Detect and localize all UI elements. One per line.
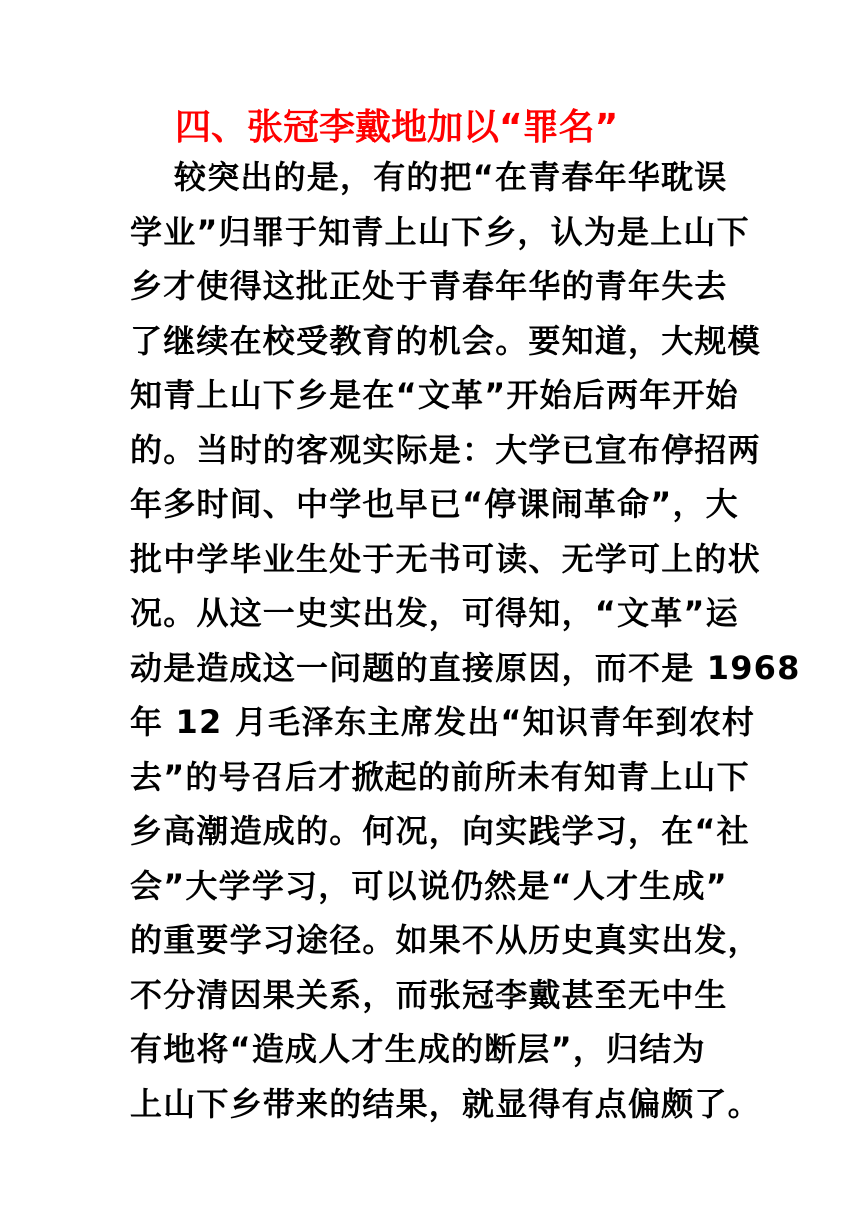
text-line: 上山下乡带来的结果，就显得有点偏颇了。 bbox=[130, 1084, 761, 1123]
section-heading: 四、张冠李戴地加以“罪名” bbox=[175, 107, 619, 148]
body-paragraph bbox=[130, 150, 801, 1131]
text-line: 乡高潮造成的。何况，向实践学习，在“社 bbox=[130, 812, 750, 850]
text-line: 的重要学习途径。如果不从历史真实出发， bbox=[130, 921, 761, 959]
text-line: 学业”归罪于知青上山下乡，认为是上山下 bbox=[130, 212, 750, 251]
text-line: 会”大学学习，可以说仍然是“人才生成” bbox=[130, 866, 728, 905]
text-line: 的。当时的客观实际是：大学已宣布停招两 bbox=[130, 430, 761, 469]
text-line: 动是造成这一问题的直接原因，而不是 1968 bbox=[130, 648, 801, 687]
text-line: 较突出的是，有的把“在青春年华耽误 bbox=[174, 158, 728, 196]
text-line: 有地将“造成人才生成的断层”，归结为 bbox=[130, 1030, 706, 1068]
text-line: 了继续在校受教育的机会。要知道，大规模 bbox=[130, 321, 761, 360]
text-line: 乡才使得这批正处于青春年华的青年失去 bbox=[130, 267, 728, 305]
text-line: 知青上山下乡是在“文革”开始后两年开始 bbox=[130, 376, 739, 414]
text-line: 况。从这一史实出发，可得知，“文革”运 bbox=[130, 594, 739, 632]
text-line: 批中学毕业生处于无书可读、无学可上的状 bbox=[130, 539, 761, 578]
text-line: 年 12 月毛泽东主席发出“知识青年到农村 bbox=[130, 703, 756, 741]
text-line: 不分清因果关系，而张冠李戴甚至无中生 bbox=[130, 975, 728, 1014]
text-line: 去”的号召后才掀起的前所未有知青上山下 bbox=[130, 757, 750, 796]
text-line: 年多时间、中学也早已“停课闹革命”，大 bbox=[130, 485, 739, 523]
